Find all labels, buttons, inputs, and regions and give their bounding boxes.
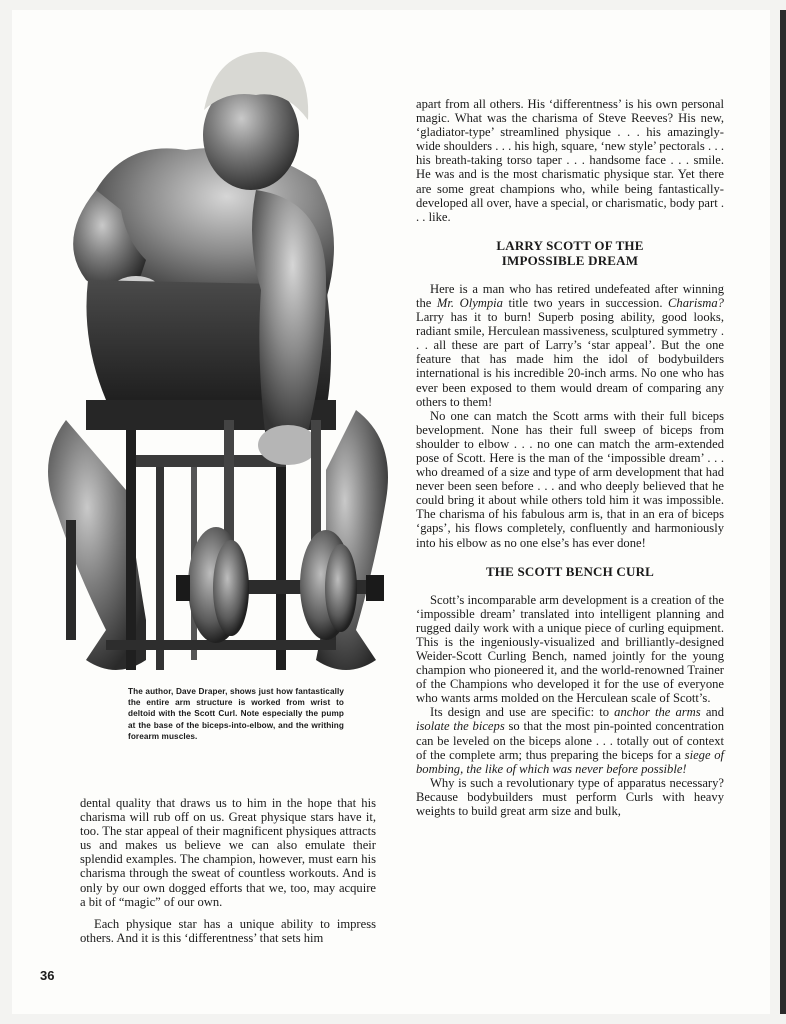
page-number: 36	[40, 968, 55, 983]
text-run: title two years in succession.	[502, 295, 668, 310]
right-text-column	[416, 97, 724, 818]
text-run: and	[700, 705, 724, 720]
page-edge-shadow	[780, 10, 786, 1014]
emphasis-text: Mr. Olympia	[436, 295, 503, 310]
right-paragraph-1: apart from all others. His ‘differentness’ is his own personal magic. What was the charisma of Steve Reeves? His new, ‘gladiator-type’ streamlined physique . . . his amazingly-wide shoulders . . . his high, square, ‘new style’ pectorals . . . his breath-taking torso taper . . . handsome face . . . smile. He was and is the most charismatic physique star. Yet there are some great champions who, while being fantastically-developed all over, have a special, or charismatic, body part . . . like.	[416, 97, 724, 224]
right-paragraph-6: Why is such a revolutionary type of apparatus necessary? Because bodybuilders must perform Curls with heavy weights to build great arm size and bulk,	[416, 775, 724, 819]
section-heading-larry-scott	[416, 238, 724, 268]
photo-caption: The author, Dave Draper, shows just how fantastically the entire arm structure is worked from wrist to deltoid with the Scott Curl. Note especially the pump at the base of the biceps-into-elbow, and the writhing forearm muscles.	[128, 687, 344, 741]
text-run: Here is a man who has retired undefeated after winning the	[416, 281, 724, 310]
left-text-column	[80, 796, 376, 945]
right-paragraph-4: Scott’s incomparable arm development is a creation of the ‘impossible dream’ translated into intelligent planning and rugged daily work with a unique piece of curling equipment. This is the ingeniously-visualized and brilliantly-designed Weider-Scott Curling Bench, named jointly for the young champion who pioneered it, and the world-renowned Trainer of the Champions who developed it for the use of everyone who wants arms molded on the Herculean scale of Scott’s.	[416, 592, 724, 706]
bodybuilder-preacher-curl-photo	[26, 40, 406, 680]
heading-line-1: LARRY SCOTT OF THE	[496, 237, 644, 253]
emphasis-text: Charisma?	[668, 295, 724, 310]
right-paragraph-3: No one can match the Scott arms with their full biceps bevelopment. None has their full sweep of biceps from shoulder to elbow . . . no one can match the arm-extended pose of Scott. Here is the man of the ‘impossible dream’ . . . who dreamed of a size and type of arm development that had never been seen before . . . and who deeply believed that he could bring it about while others told him it was impossible. The charisma of his fabulous arm is, that in an era of biceps ‘gaps’, his flows completely, confluently and harmoniously into his elbow as no one else’s has ever done!	[416, 408, 724, 550]
emphasis-text: anchor the arms	[614, 705, 701, 720]
left-paragraph-1: dental quality that draws us to him in the hope that his charisma will rub off on us. Great physique stars have it, too. The star appeal of their magnificent physiques attracts us and makes us believe we can also emulate their splendid examples. The champion, however, must earn his charisma through the sweat of countless workouts. And is only by our own dogged efforts that we, too, may acquire a bit of “magic” of our own.	[80, 796, 376, 909]
left-paragraph-2: Each physique star has a unique ability to impress others. And it is this ‘differentness’ that sets him	[80, 916, 376, 945]
right-paragraph-5	[416, 705, 724, 775]
section-heading-scott-bench-curl: THE SCOTT BENCH CURL	[485, 563, 655, 579]
right-paragraph-2	[416, 282, 724, 409]
text-run: so that the most pin-pointed concentration can be leveled on the biceps alone . . . totally out of context of the complete arm; thus preparing the biceps for a	[416, 719, 724, 762]
text-run: Its design and use are specific: to	[430, 705, 615, 720]
emphasis-text: siege of bombing, the like of which was never before possible!	[416, 747, 724, 776]
heading-line-2: IMPOSSIBLE DREAM	[501, 252, 639, 268]
emphasis-text: isolate the biceps	[416, 719, 505, 734]
text-run: Larry has it to burn! Superb posing ability, good looks, radiant smile, Herculean massiveness, sculptured symmetry . . . all these are part of Larry’s ‘star appeal’. But the one feature that has made him the idol of bodybuilders international is his incredible 20-inch arms. No one who has ever been exposed to them would dream of comparing any others to them!	[416, 310, 724, 409]
